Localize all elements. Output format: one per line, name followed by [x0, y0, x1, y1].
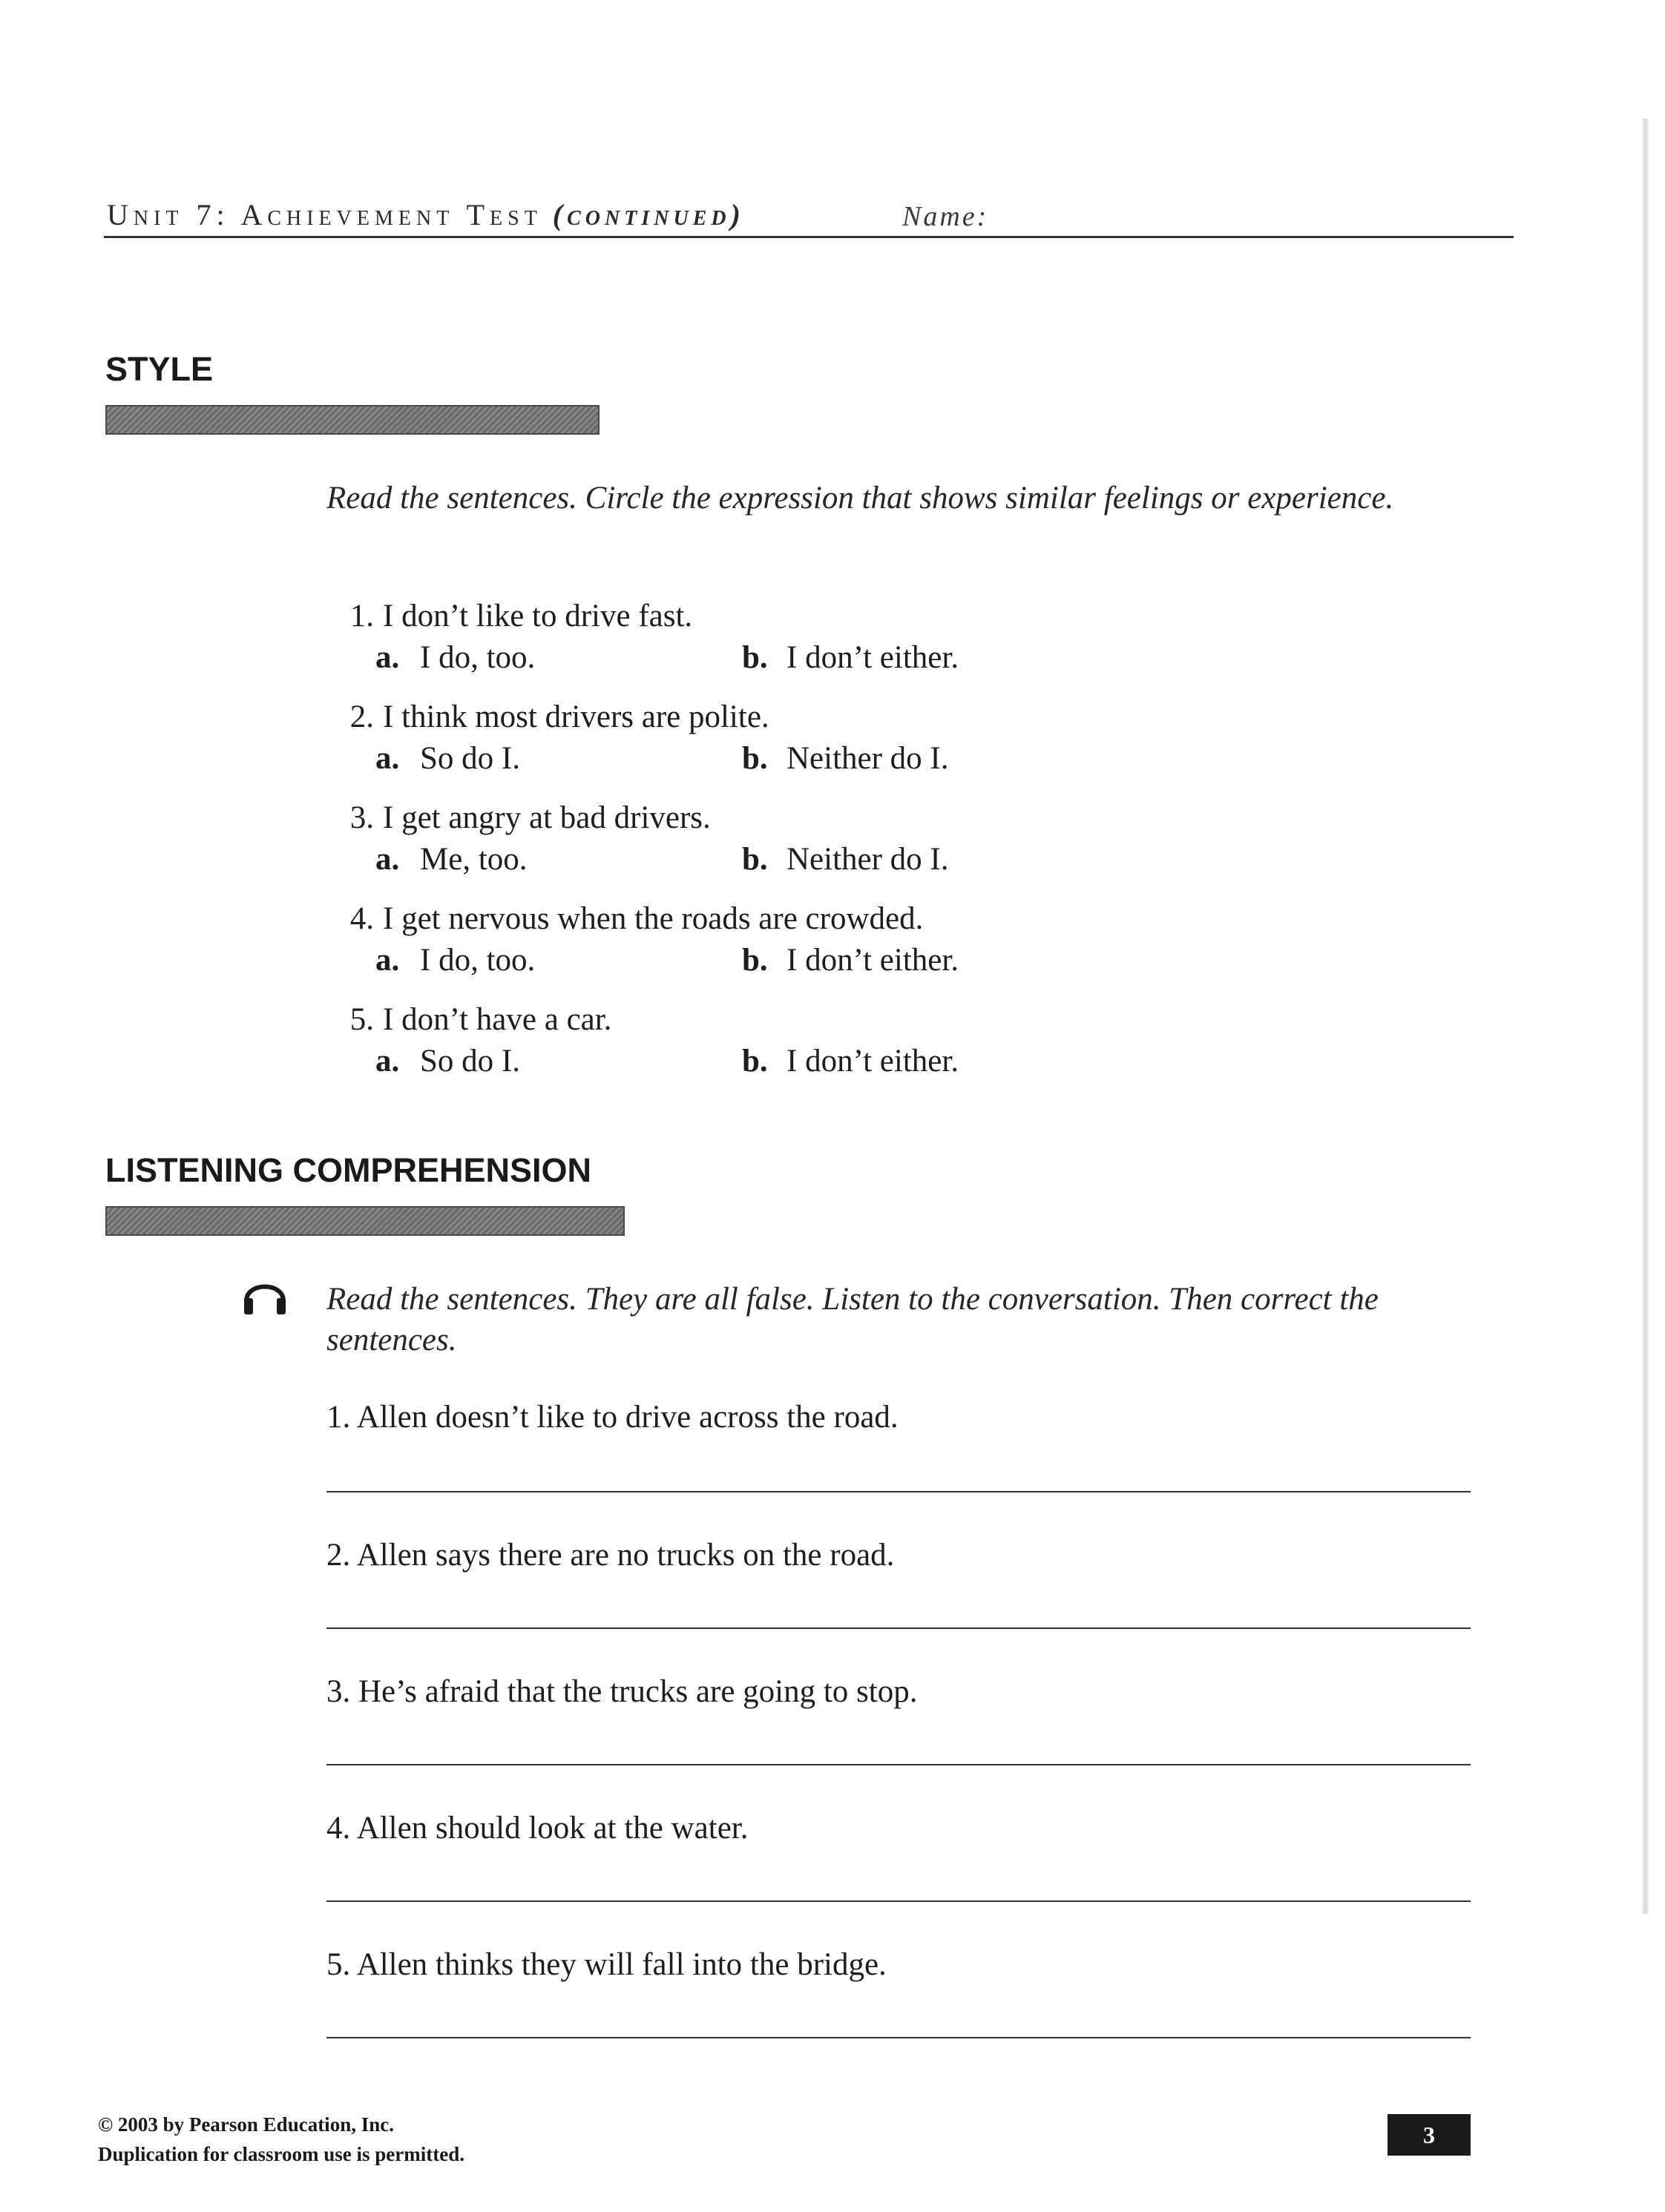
page-footer — [98, 2110, 464, 2169]
question-number: 5. — [349, 1002, 374, 1037]
option-letter: a. — [375, 741, 400, 776]
option-letter: a. — [375, 1044, 400, 1079]
question-number: 5. — [326, 1947, 351, 1982]
style-option-2b[interactable] — [742, 740, 949, 777]
option-text: I don’t either. — [786, 1044, 959, 1079]
question-text: Allen should look at the water. — [356, 1811, 749, 1846]
unit-title-text: Unit 7: Achievement Test — [107, 198, 542, 231]
option-text: I do, too. — [420, 640, 536, 675]
page-header — [104, 191, 1514, 238]
question-text: I get angry at bad drivers. — [383, 800, 711, 835]
option-letter: a. — [375, 640, 400, 675]
answer-line-1[interactable] — [326, 1491, 1471, 1492]
question-text: He’s afraid that the trucks are going to stop. — [358, 1674, 918, 1709]
question-number: 1. — [326, 1400, 351, 1435]
listening-question-5 — [326, 1946, 887, 1983]
style-option-3a[interactable] — [375, 841, 528, 878]
continued-label: (continued) — [552, 198, 745, 231]
answer-line-2[interactable] — [326, 1627, 1471, 1629]
name-label: Name: — [902, 201, 989, 232]
question-number: 4. — [349, 901, 374, 936]
style-question-4 — [326, 901, 923, 937]
option-text: I do, too. — [420, 943, 536, 978]
style-option-2a[interactable] — [375, 740, 520, 777]
question-number: 2. — [349, 700, 374, 734]
page-edge-shadow — [1641, 119, 1649, 1914]
listening-question-3 — [326, 1673, 918, 1710]
option-text: Me, too. — [420, 842, 528, 877]
style-option-1b[interactable] — [742, 639, 959, 676]
option-letter: b. — [742, 640, 768, 675]
page-number: 3 — [1388, 2114, 1471, 2156]
style-instructions: Read the sentences. Circle the expression that shows similar feelings or experience. — [326, 481, 1394, 516]
option-text: I don’t either. — [786, 640, 959, 675]
style-question-1 — [326, 598, 692, 634]
question-text: Allen doesn’t like to drive across the road. — [356, 1400, 899, 1435]
style-option-5a[interactable] — [375, 1043, 520, 1079]
option-text: So do I. — [420, 1044, 520, 1079]
option-text: Neither do I. — [786, 842, 949, 877]
style-question-3 — [326, 800, 711, 836]
question-number: 3. — [349, 800, 374, 835]
copyright-text: © 2003 by Pearson Education, Inc. — [98, 2113, 394, 2136]
style-option-4a[interactable] — [375, 942, 535, 978]
listening-question-1 — [326, 1399, 899, 1435]
option-letter: b. — [742, 842, 768, 877]
option-text: Neither do I. — [786, 741, 949, 776]
style-option-1a[interactable] — [375, 639, 535, 676]
answer-line-4[interactable] — [326, 1900, 1471, 1902]
style-option-5b[interactable] — [742, 1043, 959, 1079]
question-text: Allen says there are no trucks on the road. — [356, 1538, 895, 1573]
option-letter: b. — [742, 1044, 768, 1079]
listening-section-bar — [105, 1206, 625, 1236]
listening-question-2 — [326, 1537, 894, 1573]
style-question-5 — [326, 1001, 611, 1038]
question-number: 4. — [326, 1811, 351, 1846]
answer-line-5[interactable] — [326, 2037, 1471, 2038]
question-number: 1. — [349, 599, 374, 633]
style-option-3b[interactable] — [742, 841, 949, 878]
option-letter: a. — [375, 943, 400, 978]
option-text: So do I. — [420, 741, 520, 776]
headphones-icon — [239, 1270, 291, 1322]
unit-title — [107, 197, 745, 232]
listening-question-4 — [326, 1810, 748, 1846]
question-text: I think most drivers are polite. — [383, 700, 769, 734]
question-text: I get nervous when the roads are crowded. — [383, 901, 924, 936]
option-letter: b. — [742, 943, 768, 978]
option-letter: b. — [742, 741, 768, 776]
permission-text: Duplication for classroom use is permitted. — [98, 2143, 464, 2165]
question-text: Allen thinks they will fall into the bridge. — [356, 1947, 887, 1982]
question-text: I don’t like to drive fast. — [383, 599, 693, 633]
question-number: 2. — [326, 1538, 351, 1573]
style-question-2 — [326, 699, 769, 735]
question-text: I don’t have a car. — [383, 1002, 612, 1037]
style-option-4b[interactable] — [742, 942, 959, 978]
listening-instructions: Read the sentences. They are all false. Listen to the conversation. Then correct the sentences. — [326, 1282, 1379, 1357]
style-section-title: STYLE — [105, 350, 214, 388]
option-letter: a. — [375, 842, 400, 877]
option-text: I don’t either. — [786, 943, 959, 978]
question-number: 3. — [326, 1674, 351, 1709]
answer-line-3[interactable] — [326, 1764, 1471, 1765]
style-section-bar — [105, 405, 600, 435]
listening-section-title: LISTENING COMPREHENSION — [105, 1151, 592, 1189]
